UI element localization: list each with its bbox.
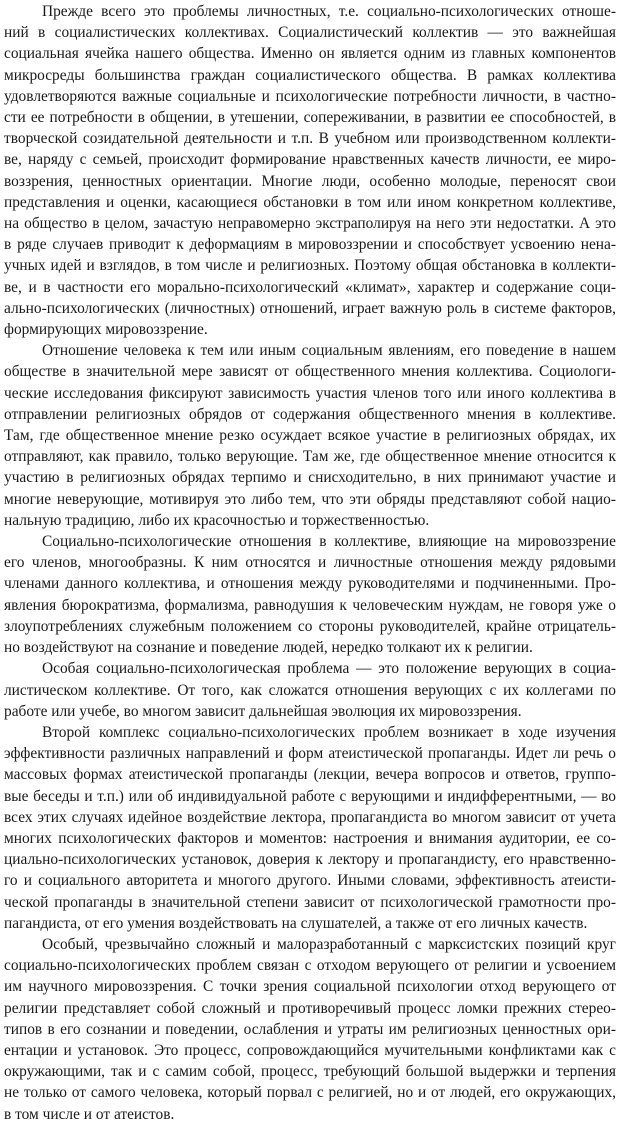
- text-line: всех этих случаях идейное воздействие лектора, пропагандиста во многом зависит от учета: [4, 808, 616, 826]
- text-line: удовлетворяются важные социальные и психологические потребности личности, в частно-: [4, 87, 616, 105]
- text-line: го и социального авторитета и многого другого. Иными словами, эффективность атеисти-: [4, 872, 616, 890]
- text-line: ально-психологических (личностных) отношений, играет важную роль в системе факторов,: [4, 299, 616, 317]
- text-line: ний в социалистических коллективах. Социалистический коллектив — это важнейшая: [4, 24, 616, 42]
- paragraph-3: [4, 531, 616, 658]
- text-line: окружающими, так и с самим собой, процесс, требующий большой выдержки и терпения: [4, 1063, 616, 1081]
- text-line: представления и оценки, касающиеся обстановки в том или ином конкретном коллективе,: [4, 193, 616, 211]
- text-line: явления бюрократизма, формализма, равнодушия к человеческим нуждам, не говоря уже о: [4, 596, 616, 614]
- text-line: социально-психологических проблем связан с отходом верующего от религии и усвоением: [4, 957, 616, 975]
- text-line: сти ее потребности в общении, в утешении, сопереживании, в развитии ее способностей, в: [4, 109, 616, 127]
- text-line: ческой пропаганды в значительной степени зависит от психологической грамотности про-: [4, 893, 616, 911]
- text-line: формирующих мировоззрение.: [4, 321, 208, 339]
- text-line: ентации и установок. Это процесс, сопровождающийся мучительными конфликтами как с: [4, 1041, 616, 1059]
- text-line: творческой созидательной деятельности и т.п. В учебном или производственном коллекти-: [4, 130, 616, 148]
- text-line: Социально-психологические отношения в коллективе, влияющие на мировоззрение: [42, 533, 616, 551]
- text-line: членами данного коллектива, и отношения между руководителями и подчиненными. Про-: [4, 575, 616, 593]
- text-line: эффективности различных направлений и форм атеистической пропаганды. Идет ли речь о: [4, 745, 616, 763]
- text-line: пагандиста, от его умения воздействовать на слушателей, а также от его личных качеств.: [4, 914, 588, 932]
- text-line: многих психологических факторов и моментов: настроения и внимания аудитории, ее со-: [4, 829, 616, 847]
- text-line: в том числе и от атеистов.: [4, 1105, 175, 1123]
- text-line: но воздействуют на сознание и поведение людей, нередко толкают их к религии.: [4, 639, 533, 657]
- text-line: обществе в значительной мере зависят от общественного мнения коллектива. Социологи-: [4, 363, 616, 381]
- text-line: ве, и в частности его морально-психологический «климат», характер и содержание соци-: [4, 278, 616, 296]
- text-line: в ряде случаев приводит к деформациям в мировоззрении и способствует усвоению нена-: [4, 236, 616, 254]
- text-line: учных идей и взглядов, в том числе и религиозных. Поэтому общая обстановка в коллекти-: [4, 257, 616, 275]
- text-line: вые беседы и т.п.) или об индивидуальной работе с верующими и индифферентными, — во: [4, 787, 616, 805]
- text-line: Особый, чрезвычайно сложный и малоразработанный с марксистских позиций круг: [42, 935, 616, 953]
- text-line: Особая социально-психологическая проблема — это положение верующих в социа-: [42, 660, 616, 678]
- text-line: Отношение человека к тем или иным социальным явлениям, его поведение в нашем: [42, 342, 616, 360]
- text-line: отправлении религиозных обрядов от содержания общественного мнения в коллективе.: [4, 405, 616, 423]
- paragraph-6: [4, 934, 616, 1125]
- text-line: религии представляет собой сложный и противоречивый процесс ломки прежних стерео-: [4, 999, 616, 1017]
- text-line: злоупотреблениях служебным положением со стороны руководителей, крайне отрицатель-: [4, 617, 616, 635]
- text-line: листическом коллективе. От того, как сложатся отношения верующих с их коллегами по: [4, 681, 616, 699]
- text-line: многие неверующие, мотивируя это либо тем, что эти обряды представляют собой нацио-: [4, 490, 616, 508]
- text-line: циально-психологических установок, доверия к лектору и пропагандисту, его нравственно-: [4, 851, 616, 869]
- text-line: воззрения, ценностных ориентации. Многие люди, особенно молодые, переносят свои: [4, 172, 616, 190]
- text-line: Там, где общественное мнение резко осуждает всякое участие в религиозных обрядах, их: [4, 427, 616, 445]
- text-line: им научного мировоззрения. С точки зрения социальной психологии отход верующего от: [4, 978, 616, 996]
- text-line: работе или учебе, во многом зависит дальнейшая эволюция их мировоззрения.: [4, 702, 522, 720]
- text-line: Прежде всего это проблемы личностных, т.е. социально-психологических отноше-: [42, 3, 616, 20]
- text-line: отправляют, как правило, только верующие. Там же, где общественное мнение относится к: [4, 448, 616, 466]
- text-line: социальная ячейка нашего общества. Именно он является одним из главных компонентов: [4, 45, 616, 63]
- text-line: на общество в целом, зачастую неправомерно экстраполируя на него эти недостатки. А это: [4, 215, 616, 233]
- text-line: микросреды большинства граждан социалистического общества. В рамках коллектива: [4, 66, 616, 84]
- paragraph-2: [4, 340, 616, 531]
- text-line: его членов, многообразны. К ним относятся и личностные отношения между рядовыми: [4, 554, 616, 572]
- paragraph-5: [4, 722, 616, 934]
- paragraph-1: [4, 1, 616, 340]
- text-line: типов в его сознании и поведении, ослабления и утраты им религиозных ценностных ори-: [4, 1020, 616, 1038]
- text-line: ве, наряду с семьей, происходит формирование нравственных качеств личности, ее миро-: [4, 151, 616, 169]
- paragraph-4: [4, 658, 616, 722]
- text-line: нальную традицию, либо их красочностью и торжественностью.: [4, 511, 430, 529]
- text-line: ческие исследования фиксируют зависимость участия членов того или иного коллектива в: [4, 384, 616, 402]
- text-line: массовых формах атеистической пропаганды (лекции, вечера вопросов и ответов, группо-: [4, 766, 616, 784]
- text-line: не только от самого человека, который порвал с религией, но и от людей, его окружающих,: [4, 1084, 616, 1102]
- text-line: участию в религиозных обрядах терпимо и снисходительно, в них принимают участие и: [4, 469, 616, 487]
- text-line: Второй комплекс социально-психологических проблем возникает в ходе изучения: [42, 723, 616, 741]
